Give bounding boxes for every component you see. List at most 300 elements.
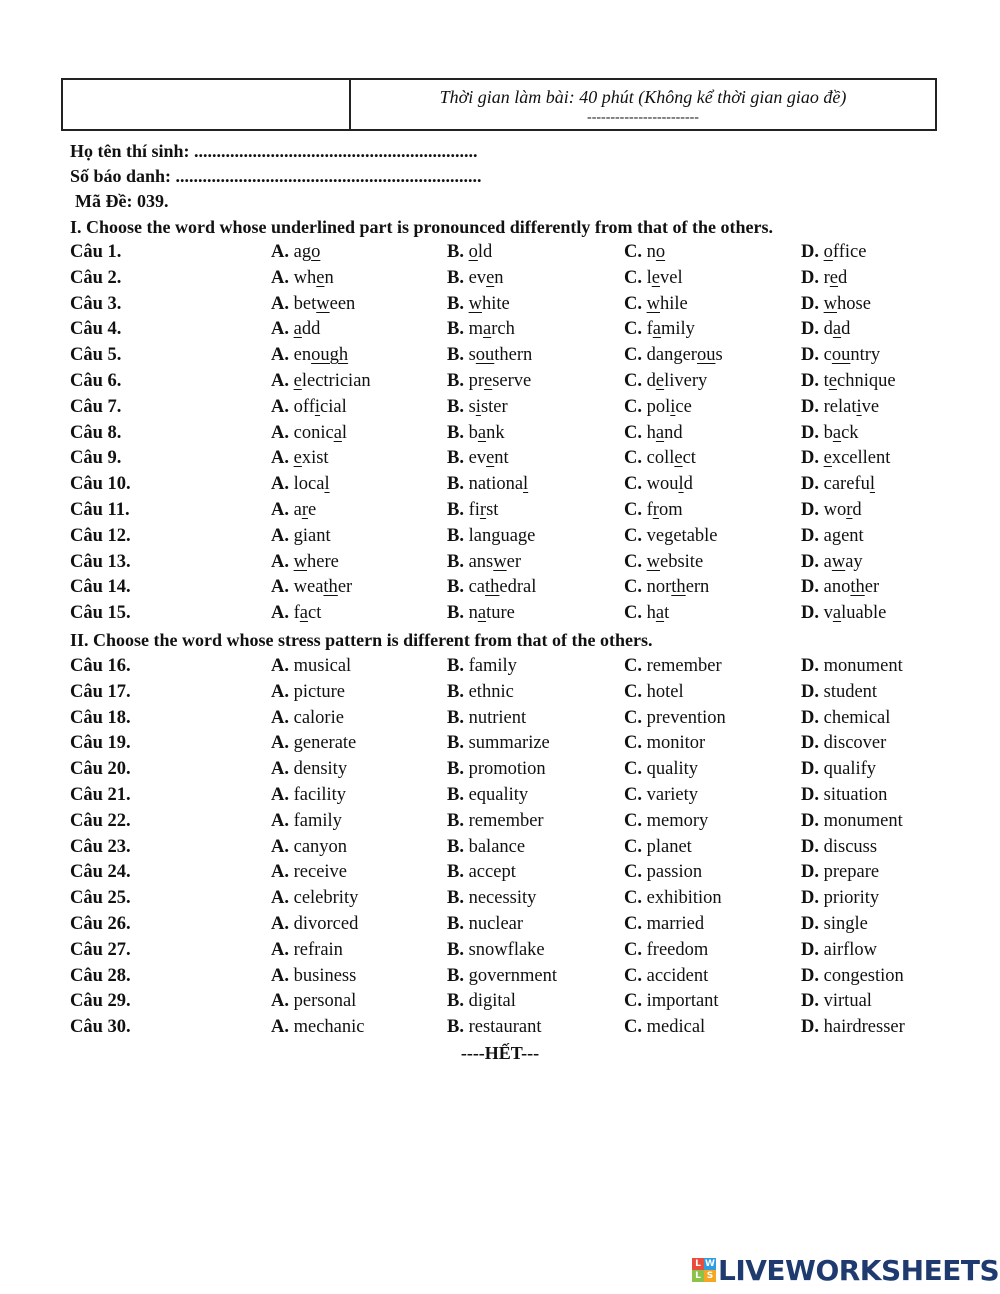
question-row xyxy=(70,914,930,938)
underlined-part: e xyxy=(486,448,495,469)
question-row xyxy=(70,345,930,369)
question-number: Câu 21. xyxy=(70,785,131,805)
option-word: facility xyxy=(293,785,347,805)
option-letter: A. xyxy=(271,396,289,417)
answer-option: B. preserve xyxy=(447,371,532,391)
answer-option: D. careful xyxy=(801,474,875,495)
option-letter: C. xyxy=(624,836,642,857)
option-letter: A. xyxy=(271,656,289,676)
exam-time-text: Thời gian làm bài: 40 phút (Không kể thời gian giao đề) xyxy=(439,87,847,107)
option-word: hotel xyxy=(646,681,684,702)
option-letter: A. xyxy=(271,500,289,520)
underlined-part: e xyxy=(829,267,839,288)
option-letter: B. xyxy=(447,888,464,909)
option-letter: A. xyxy=(271,525,289,546)
option-letter: C. xyxy=(624,448,642,469)
option-letter: D. xyxy=(801,603,819,624)
option-letter: A. xyxy=(271,242,289,262)
option-word: virtual xyxy=(823,991,872,1012)
answer-option: A. weather xyxy=(271,577,353,598)
answer-option xyxy=(271,759,347,780)
option-letter: D. xyxy=(801,914,819,934)
answer-option: D. technique xyxy=(801,371,896,391)
option-letter: B. xyxy=(447,759,464,780)
underlined-part: a xyxy=(832,603,842,624)
option-letter: A. xyxy=(271,681,289,702)
underlined-part: a xyxy=(482,319,492,340)
option-letter: B. xyxy=(447,939,464,960)
underlined-part: w xyxy=(831,551,846,572)
option-letter: A. xyxy=(271,474,289,495)
option-letter: B. xyxy=(447,862,464,883)
option-word: restaurant xyxy=(468,1017,542,1038)
option-letter: C. xyxy=(624,1017,642,1038)
question-row xyxy=(70,294,930,318)
question-number: Câu 17. xyxy=(70,681,131,702)
question-number: Câu 27. xyxy=(70,939,131,960)
option-word: family xyxy=(468,656,517,676)
underlined-part: w xyxy=(493,551,507,572)
option-letter: D. xyxy=(801,681,819,702)
underlined-part: l xyxy=(523,474,529,495)
answer-option: D. agent xyxy=(801,525,864,546)
option-letter: B. xyxy=(447,577,464,598)
answer-option: B. answer xyxy=(447,551,522,572)
option-word: summarize xyxy=(468,733,550,754)
option-letter: B. xyxy=(447,267,464,288)
option-letter: A. xyxy=(271,965,289,986)
option-word: accident xyxy=(646,965,709,986)
option-word: picture xyxy=(293,681,345,702)
underlined-part: o xyxy=(655,242,666,262)
question-number: Câu 1. xyxy=(70,242,122,262)
option-letter: D. xyxy=(801,707,819,728)
answer-option: A. ago xyxy=(271,242,321,262)
question-row xyxy=(70,577,930,601)
underlined-part: a xyxy=(652,319,662,340)
answer-option xyxy=(271,888,358,909)
option-letter: C. xyxy=(624,681,642,702)
question-row xyxy=(70,759,930,783)
underlined-part: ou xyxy=(475,345,495,366)
underlined-part: w xyxy=(646,551,660,572)
underlined-part: w xyxy=(316,293,330,314)
option-letter: D. xyxy=(801,810,819,831)
option-letter: C. xyxy=(624,914,642,934)
underlined-part: r xyxy=(846,500,853,520)
answer-option xyxy=(624,991,719,1012)
question-row xyxy=(70,448,930,472)
option-letter: B. xyxy=(447,371,464,391)
answer-option xyxy=(801,991,872,1012)
option-letter: B. xyxy=(447,422,464,443)
answer-option: B. bank xyxy=(447,422,505,443)
option-letter: D. xyxy=(801,319,819,340)
option-letter: B. xyxy=(447,785,464,805)
question-number: Câu 4. xyxy=(70,319,122,340)
option-letter: B. xyxy=(447,681,464,702)
underlined-part: th xyxy=(671,577,686,598)
option-letter: B. xyxy=(447,242,464,262)
option-word: discuss xyxy=(823,836,878,857)
question-number: Câu 30. xyxy=(70,1017,131,1038)
underlined-part: e xyxy=(828,371,837,391)
option-word: calorie xyxy=(293,707,344,728)
answer-option xyxy=(447,837,525,858)
option-word: hairdresser xyxy=(823,1017,905,1038)
answer-option xyxy=(271,966,356,987)
underlined-part: l xyxy=(869,474,875,495)
option-word: medical xyxy=(646,1017,706,1038)
answer-option: B. cathedral xyxy=(447,577,537,598)
underlined-part: i xyxy=(314,396,321,417)
option-letter: C. xyxy=(624,500,642,520)
option-letter: A. xyxy=(271,577,289,598)
answer-option xyxy=(624,811,708,832)
underlined-part: i xyxy=(670,396,676,417)
answer-option xyxy=(271,991,356,1012)
option-word: equality xyxy=(468,785,529,805)
option-word: necessity xyxy=(468,888,537,909)
answer-option: C. would xyxy=(624,474,693,495)
question-number: Câu 13. xyxy=(70,551,131,572)
answer-option: B. national xyxy=(447,474,529,495)
answer-option: C. collect xyxy=(624,448,696,469)
question-row xyxy=(70,888,930,912)
option-letter: C. xyxy=(624,888,642,909)
option-letter: D. xyxy=(801,551,819,572)
answer-option xyxy=(624,940,708,961)
answer-option xyxy=(801,1017,905,1038)
answer-option xyxy=(801,862,879,883)
underlined-part: th xyxy=(850,577,865,598)
answer-option xyxy=(271,837,347,858)
answer-option: B. first xyxy=(447,500,499,520)
logo-icon xyxy=(692,1258,716,1282)
option-word: quality xyxy=(646,759,699,780)
answer-option: D. country xyxy=(801,345,881,366)
option-word: priority xyxy=(823,888,880,909)
question-row xyxy=(70,474,930,498)
answer-option: A. giant xyxy=(271,525,331,546)
option-letter: C. xyxy=(624,733,642,754)
question-number: Câu 18. xyxy=(70,707,131,728)
question-number: Câu 26. xyxy=(70,914,131,934)
question-number: Câu 2. xyxy=(70,267,122,288)
underlined-part: a xyxy=(333,422,342,443)
option-word: chemical xyxy=(823,707,891,728)
option-letter: A. xyxy=(271,422,289,443)
answer-option xyxy=(624,862,702,883)
option-letter: C. xyxy=(624,396,642,417)
answer-option xyxy=(447,888,536,909)
answer-option xyxy=(624,888,722,909)
answer-option: D. word xyxy=(801,500,862,520)
option-letter: C. xyxy=(624,577,642,598)
answer-option xyxy=(801,708,890,729)
option-letter: C. xyxy=(624,991,642,1012)
option-letter: B. xyxy=(447,448,464,469)
option-letter: D. xyxy=(801,474,819,495)
option-letter: C. xyxy=(624,656,642,676)
answer-option xyxy=(447,656,517,677)
question-row xyxy=(70,423,930,447)
answer-option xyxy=(271,785,346,806)
underlined-part: o xyxy=(311,242,321,262)
option-letter: C. xyxy=(624,603,642,624)
underlined-part: e xyxy=(674,448,683,469)
question-number: Câu 23. xyxy=(70,836,131,857)
option-letter: A. xyxy=(271,319,289,340)
question-number: Câu 5. xyxy=(70,345,122,366)
question-row xyxy=(70,371,930,395)
answer-option: D. back xyxy=(801,422,859,443)
answer-option: B. white xyxy=(447,293,510,314)
question-number: Câu 20. xyxy=(70,759,131,780)
answer-option: A. are xyxy=(271,500,317,520)
option-word: qualify xyxy=(823,759,877,780)
option-letter: D. xyxy=(801,939,819,960)
answer-option xyxy=(624,656,722,677)
option-word: celebrity xyxy=(293,888,359,909)
answer-option: A. electrician xyxy=(271,371,371,391)
answer-option xyxy=(271,708,344,729)
option-letter: C. xyxy=(624,759,642,780)
option-word: airflow xyxy=(823,939,878,960)
header-dash-line: ------------------------ xyxy=(587,110,699,125)
underlined-part: o xyxy=(468,242,478,262)
underlined-part: o xyxy=(823,242,833,262)
answer-option: B. nature xyxy=(447,603,515,624)
question-number: Câu 8. xyxy=(70,422,122,443)
answer-option xyxy=(271,862,347,883)
option-word: divorced xyxy=(293,914,359,934)
option-letter: B. xyxy=(447,733,464,754)
answer-option: D. red xyxy=(801,267,848,288)
option-letter: B. xyxy=(447,836,464,857)
option-letter: A. xyxy=(271,991,289,1012)
option-letter: A. xyxy=(271,836,289,857)
underlined-part: e xyxy=(484,371,493,391)
option-letter: A. xyxy=(271,448,289,469)
option-letter: B. xyxy=(447,810,464,831)
underlined-part: e xyxy=(293,371,302,391)
question-number: Câu 19. xyxy=(70,733,131,754)
option-word: government xyxy=(468,965,557,986)
option-letter: D. xyxy=(801,965,819,986)
question-row xyxy=(70,1017,930,1041)
answer-option: A. enough xyxy=(271,345,349,366)
option-letter: D. xyxy=(801,888,819,909)
option-letter: D. xyxy=(801,836,819,857)
answer-option: B. event xyxy=(447,448,509,469)
answer-option xyxy=(271,656,351,677)
underlined-part: a xyxy=(832,422,842,443)
option-word: receive xyxy=(293,862,348,883)
option-letter: B. xyxy=(447,991,464,1012)
question-number: Câu 25. xyxy=(70,888,131,909)
option-letter: D. xyxy=(801,267,819,288)
answer-option: D. another xyxy=(801,577,880,598)
question-number: Câu 6. xyxy=(70,371,122,391)
answer-option xyxy=(624,759,698,780)
option-letter: A. xyxy=(271,293,289,314)
answer-option xyxy=(447,862,516,883)
underlined-part: l xyxy=(678,474,684,495)
option-letter: A. xyxy=(271,888,289,909)
question-number: Câu 12. xyxy=(70,525,131,546)
underlined-part: e xyxy=(293,448,302,469)
option-letter: B. xyxy=(447,656,464,676)
option-letter: C. xyxy=(624,345,642,366)
option-letter: C. xyxy=(624,965,642,986)
answer-option: D. valuable xyxy=(801,603,887,624)
underlined-part: e xyxy=(316,267,325,288)
answer-option xyxy=(801,966,904,987)
option-letter: B. xyxy=(447,293,464,314)
option-letter: C. xyxy=(624,319,642,340)
answer-option xyxy=(624,1017,705,1038)
answer-option xyxy=(271,914,358,935)
underlined-part: th xyxy=(485,577,500,598)
option-letter: A. xyxy=(271,603,289,624)
option-word: variety xyxy=(646,785,698,805)
option-word: family xyxy=(293,810,342,831)
option-letter: D. xyxy=(801,759,819,780)
option-word: generate xyxy=(293,733,357,754)
underlined-part: w xyxy=(293,551,307,572)
answer-option xyxy=(801,914,868,935)
answer-option xyxy=(624,708,726,729)
answer-option: A. add xyxy=(271,319,321,340)
option-letter: C. xyxy=(624,810,642,831)
option-letter: C. xyxy=(624,785,642,805)
option-word: single xyxy=(823,914,868,934)
question-row xyxy=(70,733,930,757)
answer-option: A. where xyxy=(271,551,339,572)
option-letter: D. xyxy=(801,656,819,676)
answer-option: D. excellent xyxy=(801,448,891,469)
option-word: student xyxy=(823,681,878,702)
underlined-part: w xyxy=(823,293,837,314)
option-word: nuclear xyxy=(468,914,524,934)
underlined-part: i xyxy=(475,396,481,417)
end-marker: ----HẾT--- xyxy=(460,1043,540,1063)
option-word: balance xyxy=(468,836,526,857)
question-number: Câu 3. xyxy=(70,293,122,314)
answer-option xyxy=(801,785,887,806)
option-word: accept xyxy=(468,862,516,883)
option-letter: A. xyxy=(271,862,289,883)
answer-option xyxy=(447,785,528,806)
underlined-part: a xyxy=(477,422,487,443)
option-letter: A. xyxy=(271,345,289,366)
answer-option: A. when xyxy=(271,267,334,288)
answer-option xyxy=(624,785,698,806)
logo-icon-cell: L xyxy=(692,1258,704,1270)
answer-option xyxy=(447,682,514,703)
answer-option xyxy=(624,733,705,754)
option-word: monitor xyxy=(646,733,706,754)
answer-option: C. hat xyxy=(624,603,670,624)
option-letter: B. xyxy=(447,707,464,728)
answer-option: A. exist xyxy=(271,448,329,469)
underlined-part: e xyxy=(651,267,660,288)
option-letter: B. xyxy=(447,551,464,572)
answer-option: B. march xyxy=(447,319,515,340)
option-letter: D. xyxy=(801,733,819,754)
option-word: snowflake xyxy=(468,939,545,960)
answer-option xyxy=(624,682,684,703)
answer-option xyxy=(447,940,545,961)
answer-option: C. northern xyxy=(624,577,710,598)
option-letter: D. xyxy=(801,1017,819,1038)
question-number: Câu 15. xyxy=(70,603,131,624)
question-row xyxy=(70,940,930,964)
header-table xyxy=(61,78,937,131)
option-letter: A. xyxy=(271,810,289,831)
answer-option xyxy=(447,914,523,935)
option-letter: A. xyxy=(271,1017,289,1038)
answer-option xyxy=(624,914,704,935)
answer-option xyxy=(801,733,886,754)
answer-option xyxy=(271,682,345,703)
option-letter: D. xyxy=(801,785,819,805)
option-word: canyon xyxy=(293,836,348,857)
option-word: remember xyxy=(468,810,544,831)
answer-option: C. delivery xyxy=(624,371,708,391)
option-letter: D. xyxy=(801,991,819,1012)
answer-option xyxy=(801,759,876,780)
question-row xyxy=(70,682,930,706)
answer-option: B. even xyxy=(447,267,504,288)
option-word: congestion xyxy=(823,965,904,986)
option-word: remember xyxy=(646,656,722,676)
option-letter: C. xyxy=(624,371,642,391)
option-word: density xyxy=(293,759,348,780)
section-1-heading: I. Choose the word whose underlined part is pronounced differently from that of the others. xyxy=(70,217,774,237)
answer-option xyxy=(271,940,343,961)
question-row xyxy=(70,991,930,1015)
question-row xyxy=(70,862,930,886)
option-word: exhibition xyxy=(646,888,722,909)
question-number: Câu 28. xyxy=(70,965,131,986)
option-letter: A. xyxy=(271,551,289,572)
underlined-part: a xyxy=(655,422,665,443)
option-letter: B. xyxy=(447,345,464,366)
underlined-part: r xyxy=(479,500,487,520)
header-right-cell xyxy=(351,80,935,129)
underlined-part: th xyxy=(323,577,338,598)
exam-code: Mã Đề: 039. xyxy=(75,191,169,211)
option-letter: C. xyxy=(624,422,642,443)
option-letter: B. xyxy=(447,474,464,495)
option-word: married xyxy=(646,914,705,934)
logo-icon-cell: W xyxy=(705,1259,715,1269)
option-letter: D. xyxy=(801,862,819,883)
option-letter: B. xyxy=(447,603,464,624)
answer-option xyxy=(624,966,708,987)
option-word: memory xyxy=(646,810,709,831)
option-letter: A. xyxy=(271,707,289,728)
logo-icon-cell: S xyxy=(704,1270,716,1282)
option-letter: D. xyxy=(801,293,819,314)
underlined-part: e xyxy=(823,448,832,469)
option-letter: C. xyxy=(624,293,642,314)
underlined-part: g xyxy=(831,525,842,546)
underlined-part: a xyxy=(832,319,842,340)
option-word: prevention xyxy=(646,707,726,728)
